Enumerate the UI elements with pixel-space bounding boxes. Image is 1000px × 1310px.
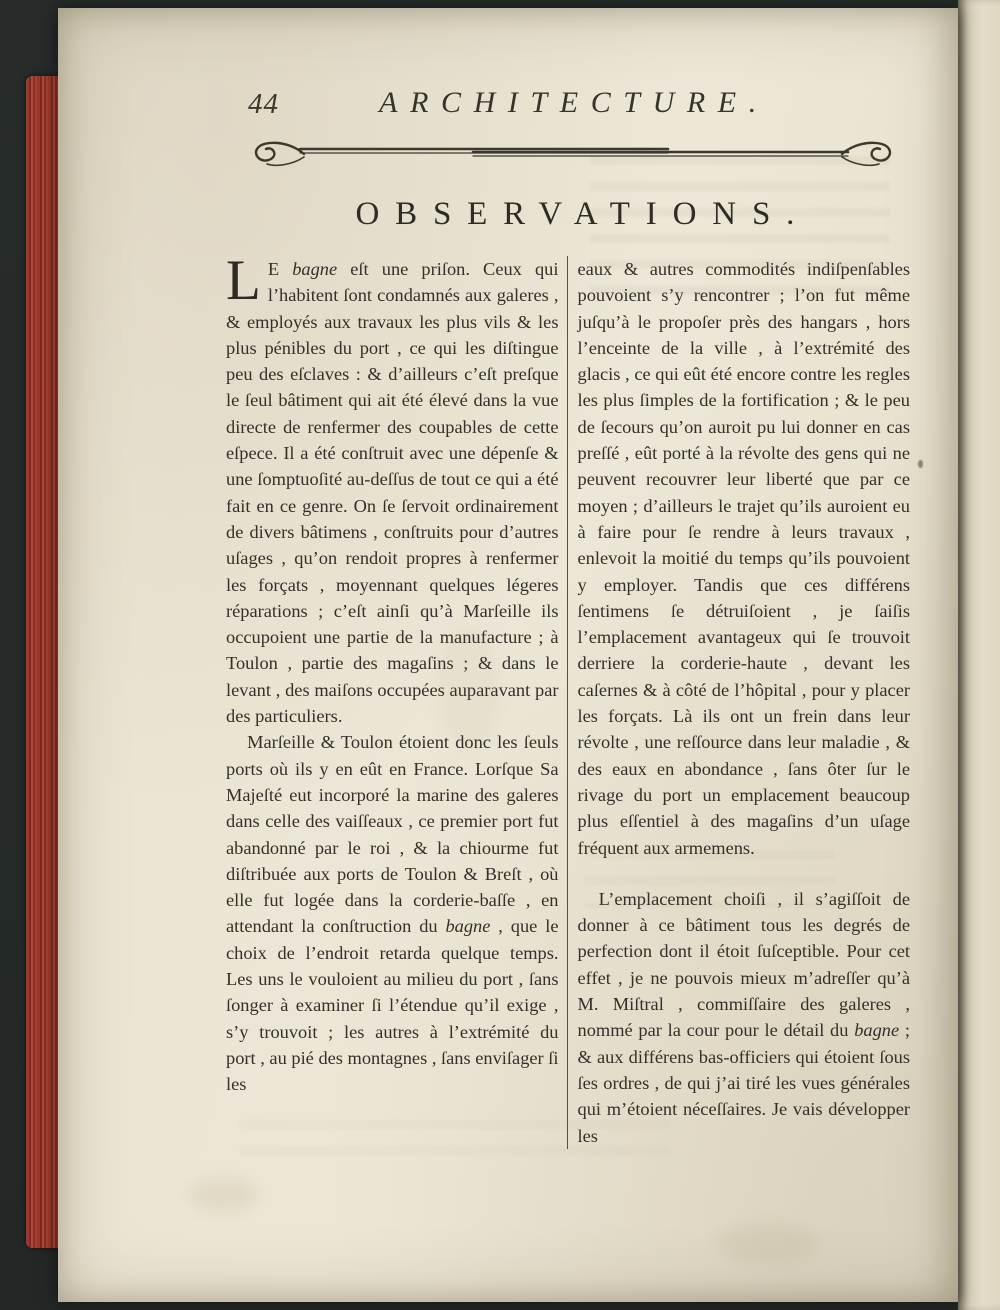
ink-spot xyxy=(918,460,923,468)
column-left xyxy=(226,249,568,1149)
text-columns xyxy=(226,249,910,1149)
header-ornament xyxy=(248,136,898,172)
paper-stain xyxy=(718,1222,818,1264)
paragraph: eaux & autres commodités indiſpenſables pouvoient s’y rencontrer ; l’on fut même juſqu’à le propoſer près des hangars , hors l’enceinte de la ville , à l’extrémité des glacis , ce qui eût été encore contre les regles les plus ſimples de la fortification ; & le peu de ſecours qu’on auroit pu lui donner en cas preſſé , eût porté à la révolte des gens qui ne peuvent recouvrer leur liberté que par ce moyen ; d’ailleurs le trajet qu’ils auroient eu à faire pour ſe rendre à leurs travaux , enlevoit la moitié du temps qu’ils pouvoient y employer. Tandis que ces différens ſentimens ſe détruiſoient , je ſaiſis l’emplacement avantageux qui ſe trouvoit derriere la corderie-haute , devant les caſernes & à côté de l’hôpital , pour y placer les forçats. Là ils ont un frein dans leur révolte , une reſſource dans leur maladie , & des eaux en abondance , ſans ôter ſur le rivage du port un emplacement beaucoup plus eſſentiel à des magaſins d’un uſage fréquent aux armemens. xyxy=(577,259,910,858)
paper-stain xyxy=(188,1178,258,1212)
drop-cap: L xyxy=(226,249,261,312)
red-page-edges xyxy=(26,76,60,1248)
paragraph: Marſeille & Toulon étoient donc les ſeuls ports où ils y en eût en France. Lorſque Sa Majeſté eut incorporé la marine des galeres dans celle des vaiſſeaux , ce premier port fut abandonné par le roi , & la chiourme fut diſtribuée aux ports de Toulon & Breſt , où elle fut logée dans la corderie-baſſe , en attendant la conſtruction du bagne , que le choix de l’endroit retarda quelque temps. Les uns le vouloient au milieu du port , ſans ſonger à examiner ſi l’étendue qu’il exige , s’y trouvoit ; les autres à l’extrémité du port , au pié des montagnes , ſans enviſager ſi les xyxy=(226,732,559,1095)
section-title: OBSERVATIONS. xyxy=(355,196,811,232)
page-header xyxy=(226,84,910,130)
book-page xyxy=(58,8,958,1302)
column-right xyxy=(568,256,911,1149)
next-page-edge xyxy=(958,0,1000,1310)
page-number: 44 xyxy=(248,88,279,120)
running-title: ARCHITECTURE. xyxy=(379,86,769,119)
paragraph: L E bagne eſt une priſon. Ceux qui l’habitent ſont condamnés aux galeres , & employés aux travaux les plus vils & les plus pénibles du port , ce qui les diſtingue peu des eſclaves : & d’ailleurs c’eſt preſque le ſeul bâtiment qui ait été élevé dans la vue directe de renfermer des coupables de cette eſpece. Il a été conſtruit avec une dépenſe & une ſomptuoſité au-deſſus de tout ce qui a été fait en ce genre. On ſe ſervoit ordinairement de divers bâtimens , conſtruits pour d’autres uſages , qu’on rendoit propres à renfermer les forçats , moyennant quelques légeres réparations ; c’eſt ainſi qu’à Marſeille ils occupoient une partie de la manufacture ; à Toulon , partie des magaſins ; & dans le levant , des maiſons occupées auparavant par des particuliers. xyxy=(226,249,559,727)
paragraph: L’emplacement choiſi , il s’agiſſoit de donner à ce bâtiment tous les degrés de perfection dont il étoit ſuſceptible. Pour cet effet , je ne pouvois mieux m’adreſſer qu’à M. Miſtral , commiſſaire des galeres , nommé par la cour pour le détail du bagne ; & aux différens bas-officiers qui étoient ſous ſes ordres , de qui j’ai tiré les vues générales qui m’étoient néceſſaires. Je vais développer les xyxy=(577,888,910,1146)
